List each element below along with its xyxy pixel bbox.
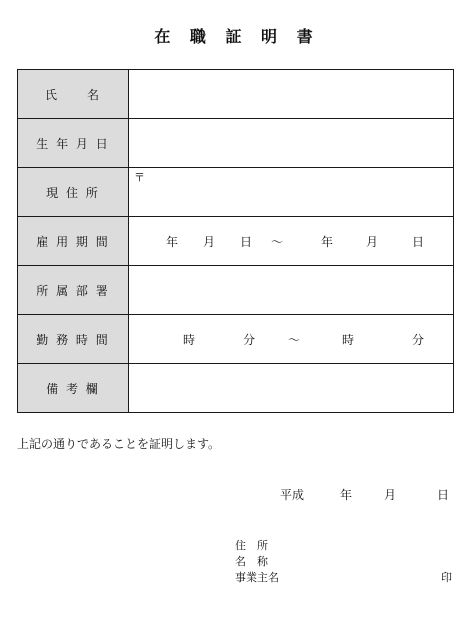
address-label: 現 住 所 [18,168,129,217]
employment-period-field[interactable] [129,217,454,266]
issuer-name-label: 名 称 [235,555,268,568]
start-year-unit: 年 [166,234,179,249]
department-label: 所 属 部 署 [18,266,129,315]
seal-mark: 印 [441,571,452,584]
remarks-row [18,364,454,413]
address-row [18,168,454,217]
address-field[interactable] [129,168,454,217]
era-label: 平成 [280,488,305,502]
hours-separator: ～ [288,332,301,347]
issue-month-unit: 月 [384,488,397,502]
employment-certificate-form [17,69,454,413]
working-hours-field[interactable] [129,315,454,364]
employment-period-label: 雇 用 期 間 [18,217,129,266]
department-field[interactable] [129,266,454,315]
issuer-address-label: 住 所 [235,539,268,552]
birth-date-row [18,119,454,168]
remarks-label: 備 考 欄 [18,364,129,413]
end-hour-unit: 時 [342,332,355,347]
end-day-unit: 日 [412,234,425,249]
start-month-unit: 月 [203,234,216,249]
birth-date-label: 生 年 月 日 [18,119,129,168]
working-hours-label: 勤 務 時 間 [18,315,129,364]
name-label: 氏 名 [18,70,129,119]
document-title: 在 職 証 明 書 [154,27,320,46]
issue-year-unit: 年 [340,488,353,502]
start-minute-unit: 分 [243,332,256,347]
period-separator: ～ [271,234,284,249]
end-month-unit: 月 [366,234,379,249]
birth-date-field[interactable] [129,119,454,168]
start-hour-unit: 時 [183,332,196,347]
working-hours-row [18,315,454,364]
certification-statement: 上記の通りであることを証明します。 [17,437,221,451]
remarks-field[interactable] [129,364,454,413]
name-field[interactable] [129,70,454,119]
name-row [18,70,454,119]
owner-name-label: 事業主名 [235,571,279,584]
issue-day-unit: 日 [437,488,450,502]
end-minute-unit: 分 [412,332,425,347]
department-row [18,266,454,315]
start-day-unit: 日 [240,234,253,249]
end-year-unit: 年 [321,234,334,249]
postal-mark: 〒 [134,171,145,184]
employment-period-row [18,217,454,266]
